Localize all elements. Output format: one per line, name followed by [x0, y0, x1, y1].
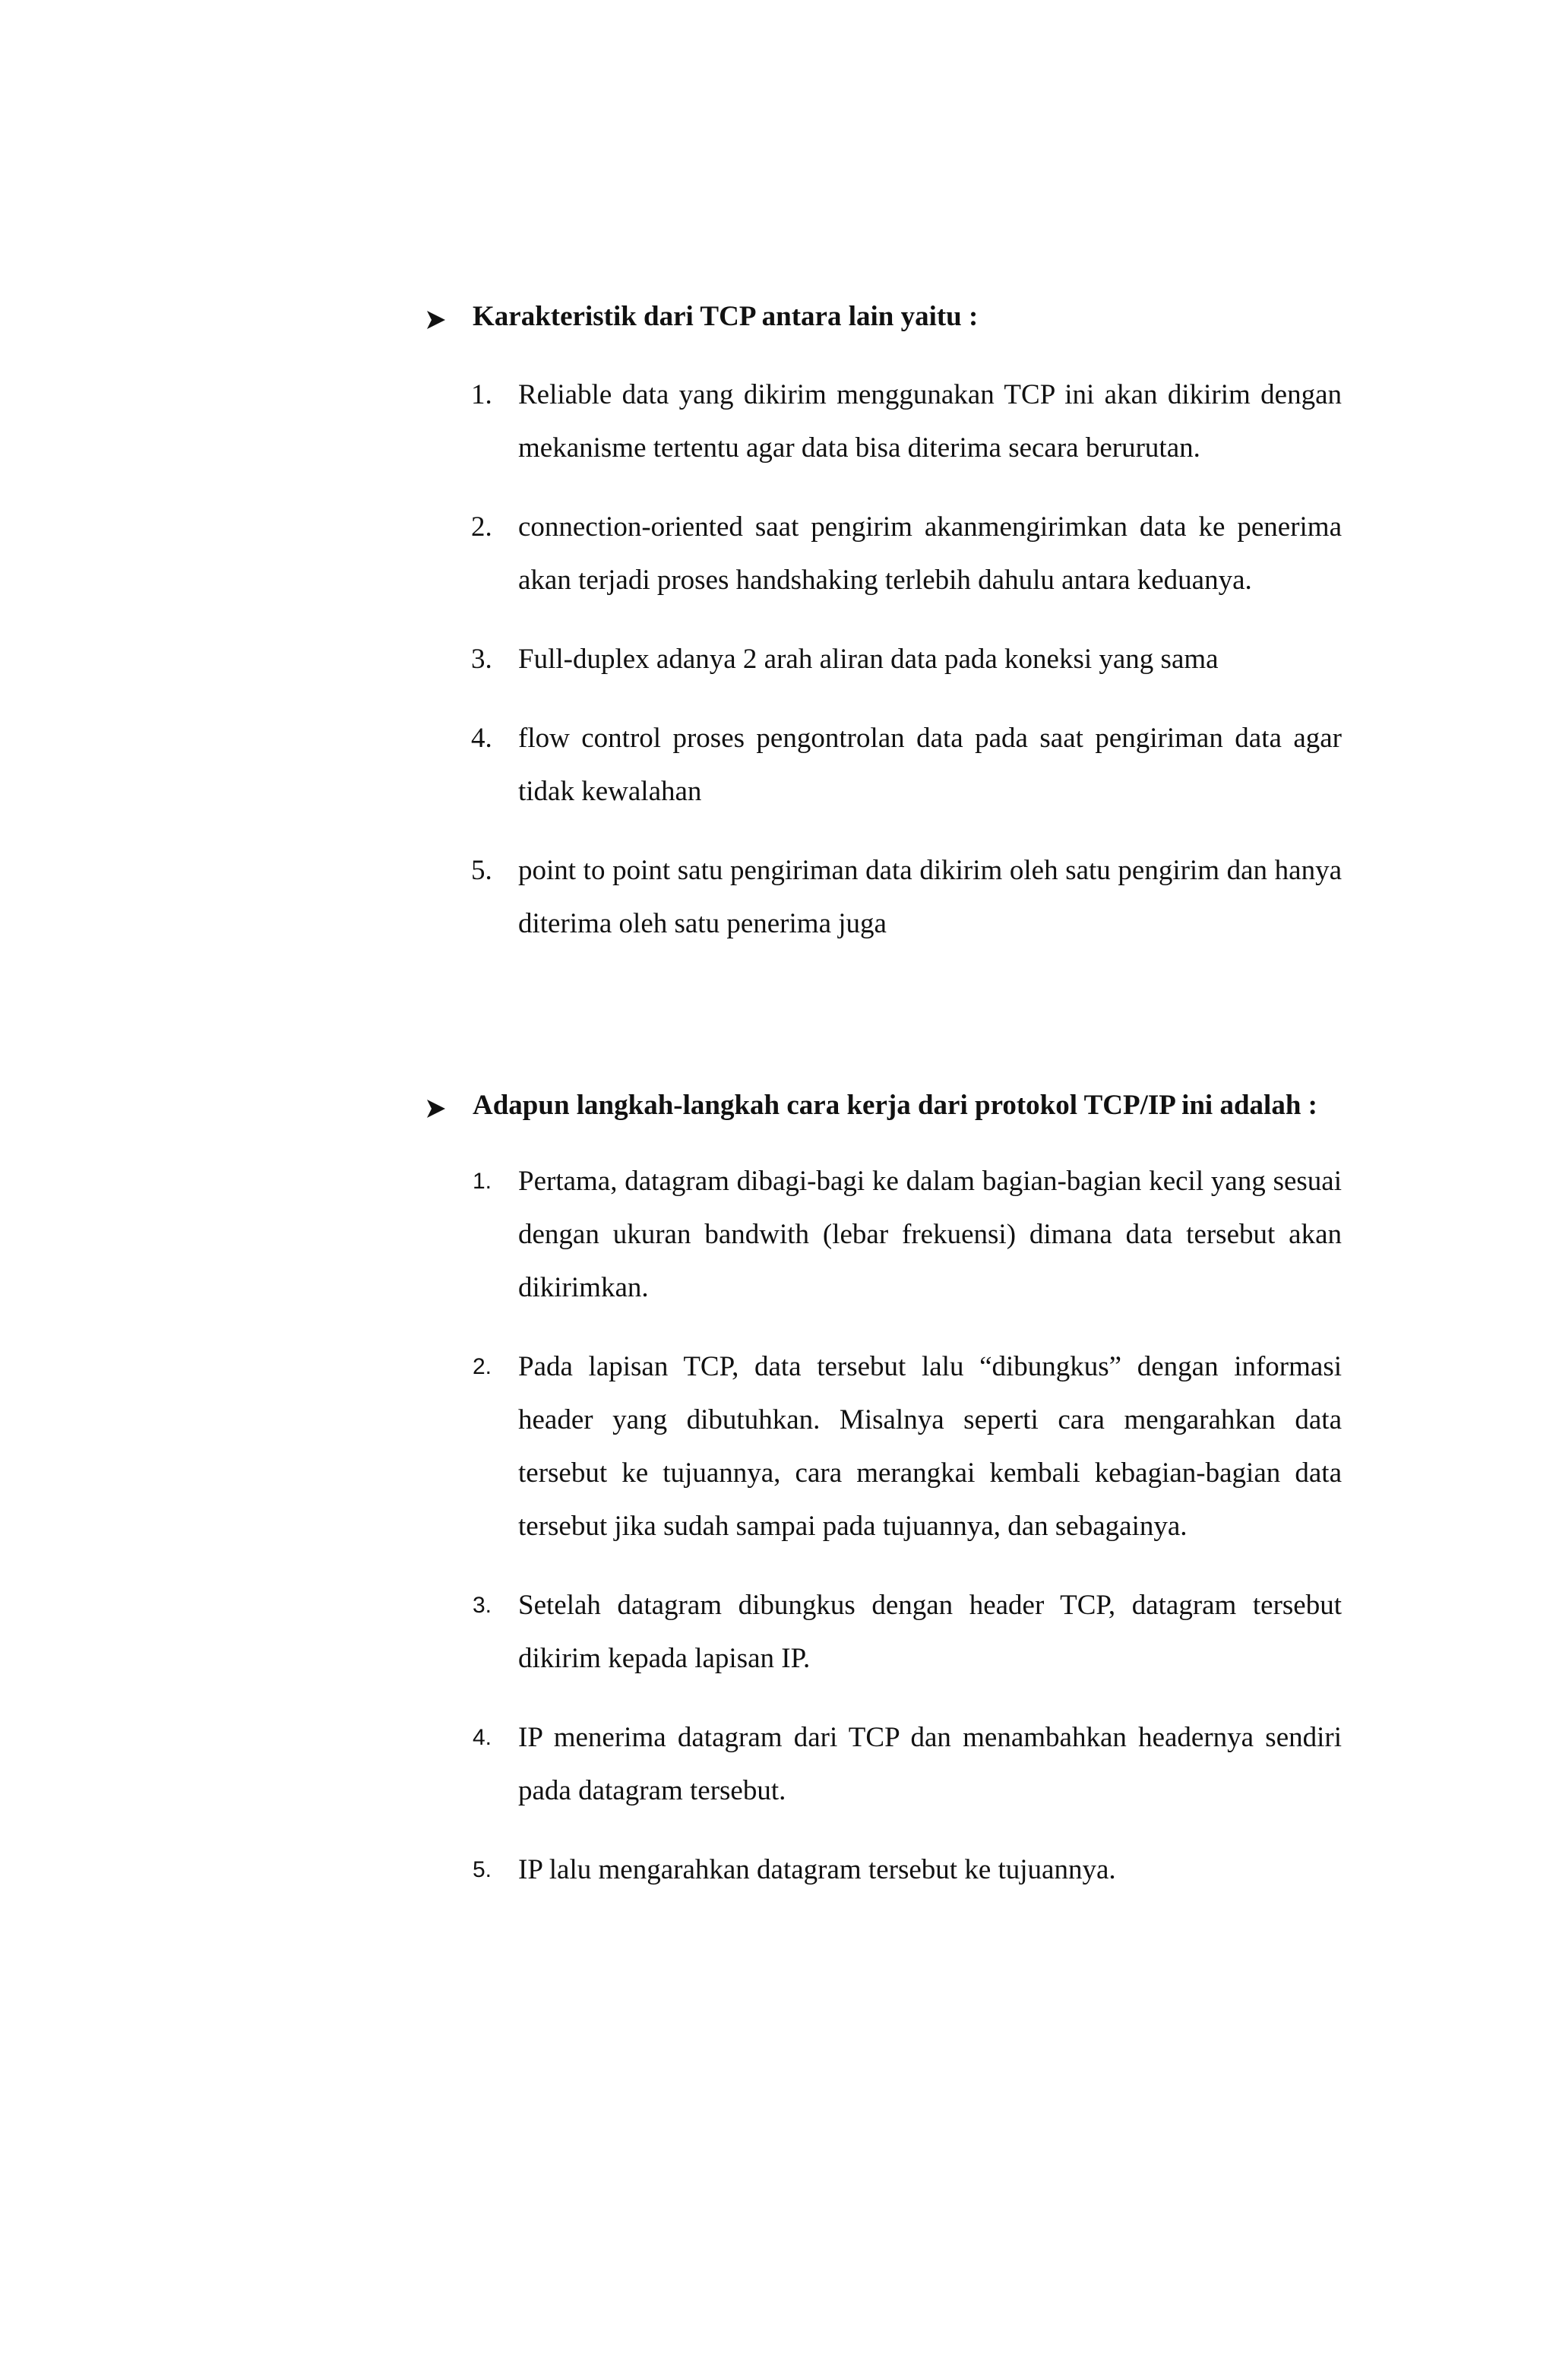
list-item [425, 844, 1342, 951]
list-item [425, 1340, 1342, 1553]
list-number: 3. [471, 644, 492, 675]
list-number: 5. [473, 1857, 492, 1882]
list-item [425, 1155, 1342, 1315]
section-heading-text: Adapun langkah-langkah cara kerja dari protokol TCP/IP ini adalah : [473, 1090, 1317, 1121]
section-heading [425, 290, 1342, 343]
list-item-text: IP menerima datagram dari TCP dan menambahkan headernya sendiri pada datagram tersebut. [518, 1722, 1342, 1806]
list-item-text: point to point satu pengiriman data dikirim oleh satu pengirim dan hanya diterima oleh satu penerima juga [518, 855, 1342, 939]
section-tcp-characteristics [425, 290, 1342, 976]
list-item [425, 1711, 1342, 1818]
list-item [425, 1844, 1342, 1897]
list-number: 4. [473, 1725, 492, 1750]
list-item-text: IP lalu mengarahkan datagram tersebut ke tujuannya. [518, 1854, 1116, 1885]
section-heading [425, 1079, 1342, 1132]
list-number: 1. [471, 379, 492, 410]
section-heading-text: Karakteristik dari TCP antara lain yaitu : [473, 301, 979, 332]
section-tcpip-steps [425, 1079, 1342, 1923]
list-item [425, 501, 1342, 607]
list-number: 2. [473, 1354, 492, 1379]
list-item [425, 712, 1342, 818]
list-item-text: Setelah datagram dibungkus dengan header TCP, datagram tersebut dikirim kepada lapisan IP. [518, 1590, 1342, 1674]
list-item-text: flow control proses pengontrolan data pada saat pengiriman data agar tidak kewalahan [518, 723, 1342, 807]
list-item-text: Pertama, datagram dibagi-bagi ke dalam bagian-bagian kecil yang sesuai dengan ukuran bandwith (lebar frekuensi) dimana data tersebut akan dikirimkan. [518, 1166, 1342, 1303]
list-number: 5. [471, 855, 492, 886]
list-item-text: Full-duplex adanya 2 arah aliran data pada koneksi yang sama [518, 644, 1219, 675]
list-item [425, 633, 1342, 686]
arrowhead-bullet-icon [425, 1098, 447, 1119]
steps-list [425, 1155, 1342, 1897]
arrowhead-bullet-icon [425, 309, 447, 331]
list-item-text: Pada lapisan TCP, data tersebut lalu “dibungkus” dengan informasi header yang dibutuhkan. Misalnya seperti cara mengarahkan data tersebut ke tujuannya, cara merangkai kembali kebagian-bagian data tersebut jika sudah sampai pada tujuannya, dan sebagainya. [518, 1351, 1342, 1542]
list-item-text: connection-oriented saat pengirim akanmengirimkan data ke penerima akan terjadi proses handshaking terlebih dahulu antara keduanya. [518, 511, 1342, 596]
list-number: 1. [473, 1169, 492, 1194]
list-item [425, 369, 1342, 475]
list-item [425, 1579, 1342, 1685]
characteristics-list [425, 369, 1342, 951]
list-number: 4. [471, 723, 492, 754]
list-number: 2. [471, 511, 492, 543]
list-item-text: Reliable data yang dikirim menggunakan TCP ini akan dikirim dengan mekanisme tertentu agar data bisa diterima secara berurutan. [518, 379, 1342, 464]
list-number: 3. [473, 1593, 492, 1618]
